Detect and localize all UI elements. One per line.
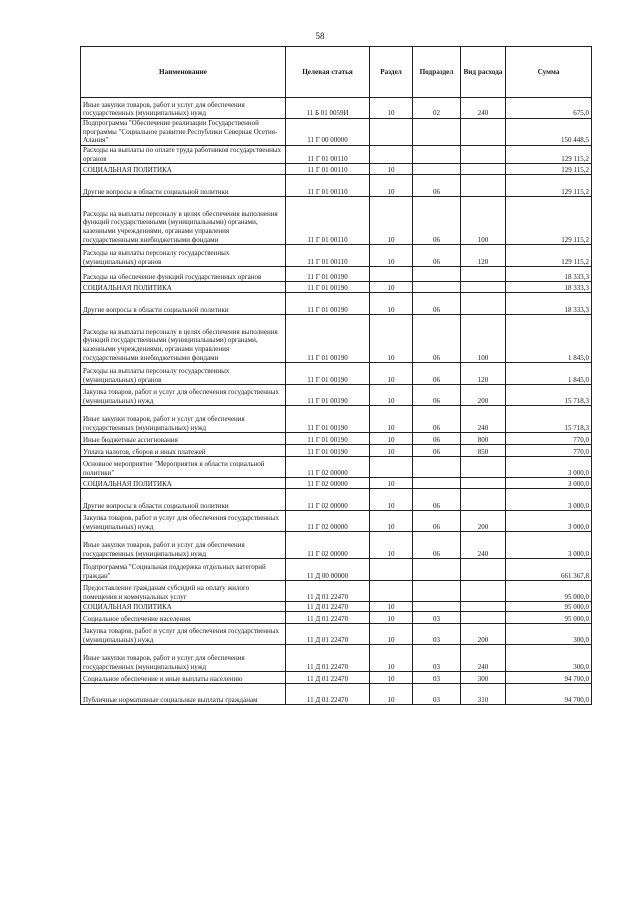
cell-name: Другие вопросы в области социальной политики	[81, 175, 286, 197]
cell-section: 10	[370, 684, 413, 705]
cell-expense-type: 800	[461, 433, 506, 445]
cell-section: 10	[370, 478, 413, 489]
cell-subsection	[413, 282, 461, 293]
header-name: Наименование	[81, 47, 286, 98]
cell-name: Закупка товаров, работ и услуг для обеспечения государственных (муниципальных) нужд	[81, 511, 286, 532]
cell-expense-type	[461, 457, 506, 478]
cell-subsection: 06	[413, 363, 461, 385]
cell-amount: 18 333,3	[506, 293, 592, 315]
cell-amount: 3 000,0	[506, 511, 592, 532]
cell-amount: 129 115,2	[506, 245, 592, 267]
cell-amount: 18 333,3	[506, 267, 592, 282]
cell-amount: 300,0	[506, 645, 592, 672]
cell-subsection	[413, 457, 461, 478]
cell-target-article: 11 Г 01 00190	[286, 445, 370, 457]
table-row	[81, 433, 592, 445]
cell-section	[370, 457, 413, 478]
cell-section: 10	[370, 282, 413, 293]
cell-name: Предоставление гражданам субсидий на оплату жилого помещения и коммунальных услуг	[81, 581, 286, 602]
cell-subsection: 06	[413, 245, 461, 267]
cell-name: Социальное обеспечение и иные выплаты населению	[81, 672, 286, 684]
cell-name: Социальное обеспечение населения	[81, 612, 286, 624]
cell-amount: 300,0	[506, 624, 592, 645]
cell-target-article: 11 Г 00 00000	[286, 119, 370, 146]
table-row	[81, 267, 592, 282]
cell-subsection	[413, 559, 461, 581]
table-row	[81, 119, 592, 146]
cell-target-article: 11 Д 01 22470	[286, 684, 370, 705]
cell-expense-type	[461, 612, 506, 624]
cell-section: 10	[370, 511, 413, 532]
table-row	[81, 624, 592, 645]
cell-section: 10	[370, 164, 413, 175]
cell-target-article: 11 Д 01 22470	[286, 581, 370, 602]
cell-section: 10	[370, 385, 413, 406]
cell-subsection: 02	[413, 98, 461, 119]
cell-amount: 18 333,3	[506, 282, 592, 293]
table-row	[81, 293, 592, 315]
cell-subsection: 03	[413, 612, 461, 624]
cell-amount: 1 845,0	[506, 315, 592, 363]
cell-subsection	[413, 478, 461, 489]
header-subsection: Подраздел	[413, 47, 461, 98]
cell-expense-type: 300	[461, 672, 506, 684]
cell-section: 10	[370, 612, 413, 624]
cell-expense-type: 310	[461, 684, 506, 705]
table-row	[81, 363, 592, 385]
cell-subsection: 06	[413, 433, 461, 445]
cell-expense-type: 100	[461, 315, 506, 363]
cell-section: 10	[370, 624, 413, 645]
cell-amount: 150 448,5	[506, 119, 592, 146]
cell-section	[370, 146, 413, 164]
cell-target-article: 11 Г 01 00110	[286, 175, 370, 197]
cell-name: Закупка товаров, работ и услуг для обеспечения государственных (муниципальных) нужд	[81, 385, 286, 406]
cell-subsection: 06	[413, 511, 461, 532]
cell-expense-type: 240	[461, 645, 506, 672]
cell-section: 10	[370, 315, 413, 363]
cell-target-article: 11 Г 02 00000	[286, 532, 370, 559]
cell-expense-type	[461, 146, 506, 164]
cell-section: 10	[370, 532, 413, 559]
cell-subsection: 06	[413, 315, 461, 363]
table-row	[81, 315, 592, 363]
cell-section	[370, 581, 413, 602]
table-row	[81, 645, 592, 672]
cell-expense-type: 200	[461, 511, 506, 532]
cell-amount: 129 115,2	[506, 146, 592, 164]
cell-name: СОЦИАЛЬНАЯ ПОЛИТИКА	[81, 164, 286, 175]
cell-subsection	[413, 146, 461, 164]
cell-target-article: 11 Д 01 22470	[286, 602, 370, 612]
cell-target-article: 11 Г 01 00190	[286, 406, 370, 433]
cell-subsection: 03	[413, 672, 461, 684]
cell-target-article: 11 Г 01 00110	[286, 146, 370, 164]
cell-section	[370, 119, 413, 146]
cell-name: Иные закупки товаров, работ и услуг для обеспечения государственных (муниципальных) нужд	[81, 532, 286, 559]
cell-amount: 94 700,0	[506, 684, 592, 705]
cell-name: Иные закупки товаров, работ и услуг для обеспечения государственных (муниципальных) нужд	[81, 645, 286, 672]
cell-target-article: 11 Г 02 00000	[286, 489, 370, 511]
cell-subsection: 06	[413, 406, 461, 433]
cell-amount: 1 845,0	[506, 363, 592, 385]
cell-target-article: 11 Д 01 22470	[286, 612, 370, 624]
cell-amount: 129 115,2	[506, 197, 592, 245]
table-row	[81, 385, 592, 406]
cell-subsection: 03	[413, 645, 461, 672]
cell-subsection: 03	[413, 684, 461, 705]
cell-name: Закупка товаров, работ и услуг для обеспечения государственных (муниципальных) нужд	[81, 624, 286, 645]
cell-amount: 3 000,0	[506, 457, 592, 478]
cell-name: Другие вопросы в области социальной политики	[81, 489, 286, 511]
cell-expense-type	[461, 175, 506, 197]
cell-expense-type	[461, 581, 506, 602]
table-row	[81, 489, 592, 511]
cell-amount: 95 000,0	[506, 581, 592, 602]
cell-subsection: 06	[413, 197, 461, 245]
cell-expense-type	[461, 602, 506, 612]
cell-target-article: 11 Б 01 0059И	[286, 98, 370, 119]
cell-target-article: 11 Г 01 00110	[286, 197, 370, 245]
cell-target-article: 11 Г 01 00110	[286, 245, 370, 267]
table-row	[81, 457, 592, 478]
cell-expense-type	[461, 559, 506, 581]
cell-amount: 129 115,2	[506, 164, 592, 175]
cell-expense-type: 850	[461, 445, 506, 457]
cell-target-article: 11 Г 01 00190	[286, 385, 370, 406]
cell-subsection: 06	[413, 385, 461, 406]
cell-name: Иные закупки товаров, работ и услуг для обеспечения государственных (муниципальных) нужд	[81, 406, 286, 433]
cell-name: Подпрограмма "Обеспечение реализации Государственной программы "Социальное развитие Республики Северная Осетия-Алания"	[81, 119, 286, 146]
budget-table	[80, 46, 592, 705]
header-target-article: Целевая статья	[286, 47, 370, 98]
cell-target-article: 11 Г 01 00190	[286, 282, 370, 293]
cell-section: 10	[370, 672, 413, 684]
cell-amount: 15 718,3	[506, 406, 592, 433]
cell-name: Расходы на выплаты персоналу государственных (муниципальных) органов	[81, 245, 286, 267]
cell-target-article: 11 Д 01 22470	[286, 624, 370, 645]
cell-subsection	[413, 602, 461, 612]
cell-subsection: 06	[413, 445, 461, 457]
cell-name: Расходы на выплаты персоналу в целях обеспечения выполнения функций государственными (муниципальными) органами, казенными учреждениями, органами управления государственными внебюджетными фондами	[81, 315, 286, 363]
cell-expense-type: 240	[461, 532, 506, 559]
cell-name: Публичные нормативные социальные выплаты гражданам	[81, 684, 286, 705]
cell-target-article: 11 Д 00 00000	[286, 559, 370, 581]
cell-amount: 94 700,0	[506, 672, 592, 684]
cell-name: Расходы на обеспечение функций государственных органов	[81, 267, 286, 282]
table-row	[81, 581, 592, 602]
cell-expense-type	[461, 478, 506, 489]
cell-target-article: 11 Д 01 22470	[286, 672, 370, 684]
cell-expense-type	[461, 489, 506, 511]
cell-name: СОЦИАЛЬНАЯ ПОЛИТИКА	[81, 478, 286, 489]
cell-amount: 770,0	[506, 445, 592, 457]
cell-section: 10	[370, 489, 413, 511]
cell-name: Другие вопросы в области социальной политики	[81, 293, 286, 315]
cell-expense-type: 240	[461, 406, 506, 433]
cell-subsection: 06	[413, 175, 461, 197]
cell-name: СОЦИАЛЬНАЯ ПОЛИТИКА	[81, 282, 286, 293]
cell-subsection	[413, 164, 461, 175]
cell-amount: 770,0	[506, 433, 592, 445]
table-body	[81, 98, 592, 705]
cell-subsection: 06	[413, 532, 461, 559]
cell-subsection: 03	[413, 624, 461, 645]
cell-subsection: 06	[413, 293, 461, 315]
cell-section	[370, 559, 413, 581]
cell-name: Иные бюджетные ассигнования	[81, 433, 286, 445]
table-row	[81, 245, 592, 267]
cell-amount: 15 718,3	[506, 385, 592, 406]
cell-target-article: 11 Г 01 00190	[286, 433, 370, 445]
table-row	[81, 612, 592, 624]
cell-expense-type: 120	[461, 245, 506, 267]
cell-expense-type: 100	[461, 197, 506, 245]
cell-subsection	[413, 267, 461, 282]
cell-target-article: 11 Г 01 00190	[286, 293, 370, 315]
cell-name: Подпрограмма "Социальная поддержка отдельных категорий граждан"	[81, 559, 286, 581]
cell-section: 10	[370, 293, 413, 315]
header-section: Раздел	[370, 47, 413, 98]
cell-amount: 675,0	[506, 98, 592, 119]
header-expense-type: Вид расхода	[461, 47, 506, 98]
cell-subsection	[413, 581, 461, 602]
cell-expense-type	[461, 119, 506, 146]
cell-section: 10	[370, 245, 413, 267]
cell-target-article: 11 Г 02 00000	[286, 478, 370, 489]
cell-subsection: 06	[413, 489, 461, 511]
table-row	[81, 197, 592, 245]
cell-target-article: 11 Г 02 00000	[286, 511, 370, 532]
table-row	[81, 559, 592, 581]
cell-target-article: 11 Г 01 00190	[286, 363, 370, 385]
cell-amount: 129 115,2	[506, 175, 592, 197]
table-row	[81, 146, 592, 164]
page-number: 58	[315, 31, 325, 41]
table-row	[81, 684, 592, 705]
cell-section: 10	[370, 98, 413, 119]
table-row	[81, 175, 592, 197]
cell-section: 10	[370, 363, 413, 385]
cell-expense-type: 200	[461, 385, 506, 406]
table-row	[81, 98, 592, 119]
cell-name: Расходы на выплаты персоналу в целях обеспечения выполнения функций государственными (муниципальными) органами, казенными учреждениями, органами управления государственными внебюджетными фондами	[81, 197, 286, 245]
table-row	[81, 511, 592, 532]
table-row	[81, 602, 592, 612]
cell-target-article: 11 Г 01 00190	[286, 267, 370, 282]
cell-expense-type	[461, 164, 506, 175]
cell-section: 10	[370, 602, 413, 612]
cell-section: 10	[370, 433, 413, 445]
cell-amount: 3 000,0	[506, 478, 592, 489]
cell-expense-type	[461, 293, 506, 315]
cell-section	[370, 267, 413, 282]
table-row	[81, 282, 592, 293]
cell-amount: 95 000,0	[506, 612, 592, 624]
table-row	[81, 672, 592, 684]
cell-expense-type: 240	[461, 98, 506, 119]
cell-target-article: 11 Г 01 00110	[286, 164, 370, 175]
cell-expense-type: 120	[461, 363, 506, 385]
cell-target-article: 11 Г 02 00000	[286, 457, 370, 478]
table-row	[81, 532, 592, 559]
cell-section: 10	[370, 645, 413, 672]
table-header-row	[81, 47, 592, 98]
cell-target-article: 11 Д 01 22470	[286, 645, 370, 672]
cell-name: Расходы на выплаты по оплате труда работников государственных органов	[81, 146, 286, 164]
table-row	[81, 164, 592, 175]
header-amount: Сумма	[506, 47, 592, 98]
cell-expense-type	[461, 282, 506, 293]
cell-amount: 3 000,0	[506, 489, 592, 511]
cell-expense-type	[461, 267, 506, 282]
cell-section: 10	[370, 406, 413, 433]
cell-target-article: 11 Г 01 00190	[286, 315, 370, 363]
table-row	[81, 406, 592, 433]
cell-section: 10	[370, 197, 413, 245]
cell-expense-type: 200	[461, 624, 506, 645]
cell-section: 10	[370, 445, 413, 457]
cell-name: Уплата налогов, сборов и иных платежей	[81, 445, 286, 457]
cell-name: Расходы на выплаты персоналу государственных (муниципальных) органов	[81, 363, 286, 385]
cell-name: Основное мероприятие "Мероприятия в области социальной политики"	[81, 457, 286, 478]
cell-section: 10	[370, 175, 413, 197]
table-row	[81, 478, 592, 489]
cell-amount: 3 000,0	[506, 532, 592, 559]
table-row	[81, 445, 592, 457]
cell-name: СОЦИАЛЬНАЯ ПОЛИТИКА	[81, 602, 286, 612]
cell-amount: 661 367,8	[506, 559, 592, 581]
cell-name: Иные закупки товаров, работ и услуг для обеспечения государственных (муниципальных) нужд	[81, 98, 286, 119]
cell-subsection	[413, 119, 461, 146]
cell-amount: 95 000,0	[506, 602, 592, 612]
